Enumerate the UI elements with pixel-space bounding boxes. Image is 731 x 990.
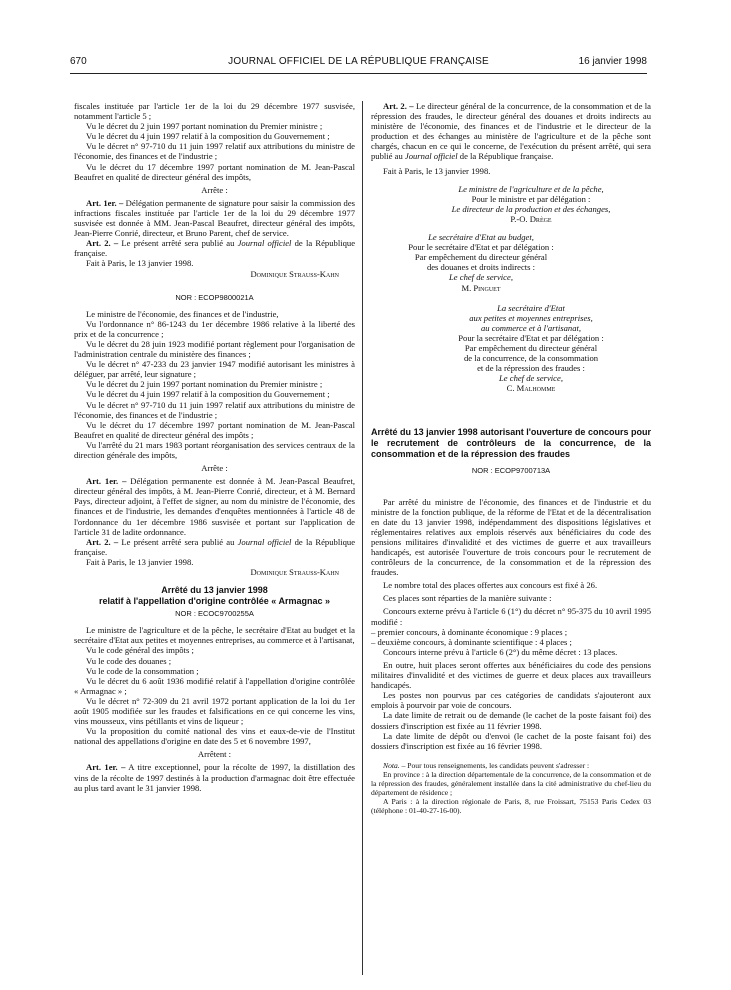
decree-heading: Arrêté du 13 janvier 1998 [161,585,268,596]
nota-line: A Paris : à la direction régionale de Paris, 8, rue Froissart, 75153 Paris Cedex 03 (téléphone : 01-40-27-16-00). [371,796,651,815]
signature-line: Le directeur de la production et des échanges, [451,203,611,214]
page-number: 670 [70,56,87,67]
paragraph: Vu le décret du 2 juin 1997 portant nomination du Premier ministre ; [86,379,323,390]
article-text: Délégation permanente de signature pour saisir la commission des infractions fiscales instituée par l'article 1er de la loi du 29 décembre 1977 susvisée est donnée à MM. Jean-Pascal Beaufret, directeur général des impôts, Jean-Pierre Conrié, directeur, et Bruno Parent, chef de service. [74,197,355,239]
signature-line: des douanes et droits indirects : [426,262,536,273]
paragraph: Vu l'arrêté du 21 mars 1983 portant réorganisation des services centraux de la direction générale des impôts, [74,439,355,460]
nota-label: Nota. [383,760,400,770]
signature-line: Par empêchement du directeur général [414,252,548,263]
paragraph: Vu le code de la consommation ; [86,665,199,676]
paragraph: Le ministre de l'agriculture et de la pêche, le secrétaire d'Etat au budget et la secrétaire d'Etat aux petites et moyennes entreprises, au commerce et à l'artisanat, [74,625,355,646]
right-column [371,101,651,815]
paragraph: Vu l'ordonnance n° 86-1243 du 1er décembre 1986 relative à la liberté des prix et de la concurrence ; [74,318,355,339]
paragraph: Vu le décret du 2 juin 1997 portant nomination du Premier ministre ; [86,121,323,132]
paragraph: Les postes non pourvus par ces catégories de candidats s'ajouteront aux emplois à pourvoir par voie de concours. [371,690,651,711]
paragraph: Vu le décret du 17 décembre 1997 portant nomination de M. Jean-Pascal Beaufret en qualité de directeur général des impôts ; [74,419,355,440]
paragraph: Par arrêté du ministre de l'économie, des finances et de l'industrie et du ministre de la fonction publique, de la réforme de l'Etat et de la décentralisation en date du 13 janvier 1998, indépendamment des dispositions législatives et réglementaires relatives aux emplois réservés aux bénéficiaires du code des pensions militaires d'invalidité et des victimes de guerre et aux travailleurs handicapés, est autorisée l'ouverture de trois concours pour le recrutement de contrôleurs de la concurrence, de la consommation et de la répression des fraudes. [371,496,651,578]
article-text: Le présent arrêté sera publié au [118,238,238,249]
nor-reference: NOR : ECOP9800021A [175,292,254,302]
paragraph: La date limite de dépôt ou d'envoi (le cachet de la poste faisant foi) des dossiers d'inscription est fixée au 16 février 1998. [371,730,651,751]
signature-name: C. Malhomme [506,383,556,394]
paragraph: Vu la proposition du comité national des vins et eaux-de-vie de l'Institut national des appellations d'origine en date des 5 et 6 novembre 1997, [74,726,355,747]
signing-place-date: Fait à Paris, le 13 janvier 1998. [86,258,194,269]
article-label: Art. 2. – [86,536,119,547]
article-text: Le présent arrêté sera publié au [118,536,238,547]
signature-line: au commerce et à l'artisanat, [480,322,582,333]
article-label: Art. 1er. – [86,476,127,487]
nota-line [371,761,651,770]
signature-line: Pour la secrétaire d'Etat et par délégation : [458,332,604,343]
nota-block [371,761,651,815]
nota-line: En province : à la direction départementale de la concurrence, de la consommation et de la répression des fraudes, généralement installée dans la cité administrative du chef-lieu du département de résidence ; [371,769,651,797]
list-item: – premier concours, à dominante économique : 9 places ; [371,626,568,637]
article [74,762,355,792]
signature-name: M. Pinguet [461,282,501,293]
signature-line: Le secrétaire d'Etat au budget, [428,232,534,243]
list-item: – deuxième concours, à dominante scientifique : 4 places ; [371,636,572,647]
column-separator [362,101,363,975]
paragraph: Le nombre total des places offertes aux concours est fixé à 26. [383,580,598,591]
signature-line: Le chef de service, [449,272,513,283]
paragraph: Vu le décret du 4 juin 1997 relatif à la composition du Gouvernement ; [86,131,330,142]
article-text: de la République française. [74,238,356,259]
signature-line: Pour le secrétaire d'Etat et par délégation : [408,242,554,253]
decree-heading: Arrêté du 13 janvier 1998 autorisant l'ouverture de concours pour le recrutement de contrôleurs de la concurrence, de la consommation et de la répression des fraudes [371,427,651,460]
paragraph: Ces places sont réparties de la manière suivante : [383,593,552,604]
left-column [74,101,355,793]
article-text: Le directeur général de la concurrence, de la consommation et de la répression des fraudes, le directeur général des douanes et droits indirects au ministère de l'économie, des finances et de l'industrie et le directeur de la production et des échanges au ministère de l'agriculture et de la pêche sont chargés, chacun en ce qui le concerne, de l'exécution du présent arrêté, qui sera publié au [371,101,651,162]
paragraph: Vu le décret du 4 juin 1997 relatif à la composition du Gouvernement ; [86,389,330,400]
header-rule [70,73,647,74]
nor-reference: NOR : ECOC9700255A [175,609,254,619]
arrete-word: Arrête : [201,463,228,474]
paragraph: Concours externe prévu à l'article 6 (1°) du décret n° 95-375 du 10 avril 1995 modifié : [371,606,651,627]
paragraph: fiscales instituée par l'article 1er de la loi du 29 décembre 1977 susvisée, notamment l'article 5 ; [74,101,355,122]
article-text: de la République française. [457,151,554,162]
journal-reference: Journal officiel [237,536,292,547]
signature-line: aux petites et moyennes entreprises, [469,312,593,323]
arrete-word: Arrête : [201,184,228,195]
article [74,537,355,557]
article-label: Art. 2. – [383,101,414,111]
paragraph: Concours interne prévu à l'article 6 (2°) du même décret : 13 places. [383,646,618,657]
signing-place-date: Fait à Paris, le 13 janvier 1998. [86,556,194,567]
signature-name: P.-O. Drège [510,213,552,224]
signature-line: Le ministre de l'agriculture et de la pêche, [458,183,604,194]
issue-date: 16 janvier 1998 [578,56,647,67]
journal-reference: Journal officiel [237,238,292,249]
article [371,101,651,162]
signature-line: Pour le ministre et par délégation : [471,193,591,204]
article-text: de la République française. [74,536,356,557]
signatory: Dominique Strauss-Kahn [250,268,339,279]
paragraph: Vu le code des douanes ; [86,655,172,666]
paragraph: Vu le décret n° 47-233 du 23 janvier 1947 modifié autorisant les ministres à déléguer, par arrêté, leur signature ; [74,359,355,380]
paragraph: Vu le décret n° 97-710 du 11 juin 1997 relatif aux attributions du ministre de l'économie, des finances et de l'industrie ; [74,399,355,420]
nota-text: – Pour tous renseignements, les candidats peuvent s'adresser : [399,760,590,770]
journal-reference: Journal officiel [404,151,458,162]
signature-line: et de la répression des fraudes : [477,363,585,374]
article-label: Art. 1er. – [86,762,126,773]
paragraph: Vu le décret du 17 décembre 1997 portant nomination de M. Jean-Pascal Beaufret en qualité de directeur général des impôts, [74,161,355,182]
article-label: Art. 2. – [86,238,119,249]
article [74,198,355,238]
paragraph: Vu le décret du 6 août 1936 modifié relatif à l'appellation d'origine contrôlée « Armagnac » ; [74,675,355,696]
article-text: Délégation permanente est donnée à M. Jean-Pascal Beaufret, directeur général des impôts, à M. Jean-Pierre Conrié, directeur, et à M. Bernard Pays, directeur adjoint, à l'effet de signer, au nom du ministre de l'économie, des finances et de l'industrie, les demandes d'enquêtes mentionnées à l'article 48 de l'ordonnance du 1er décembre 1986 susvisée et portant sur l'application de l'article 31 de ladite ordonnance. [74,476,355,537]
nor-reference: NOR : ECOP9700713A [471,466,551,476]
article [74,238,355,258]
signing-place-date: Fait à Paris, le 13 janvier 1998. [383,165,491,176]
article-text: A titre exceptionnel, pour la récolte de 1997, la distillation des vins de la récolte de 1997 destinés à la production d'armagnac doit être effectuée au plus tard avant le 31 janvier 1998. [74,762,355,793]
page-header [70,56,647,72]
paragraph: Vu le code général des impôts ; [86,645,194,656]
signature-block [371,303,651,394]
paragraph: Le ministre de l'économie, des finances et de l'industrie, [86,308,279,319]
arrete-word: Arrêtent : [197,749,232,760]
signature-line: Par empêchement du directeur général [464,342,598,353]
signature-line: La secrétaire d'Etat [497,302,565,313]
signature-line: Le chef de service, [499,373,563,384]
signatory: Dominique Strauss-Kahn [250,567,339,578]
article-label: Art. 1er. – [86,197,124,208]
paragraph: En outre, huit places seront offertes aux bénéficiaires du code des pensions militaires d'invalidité et des victimes de guerre et deux places aux travailleurs handicapés. [371,659,651,691]
signature-line: de la concurrence, de la consommation [463,353,599,364]
signature-block [371,184,651,224]
paragraph: Vu le décret n° 72-309 du 21 avril 1972 portant application de la loi du 1er août 1905 modifiée sur les fraudes et falsifications en ce qui concerne les vins, vins mousseux, vins pétillants et vins de liqueur ; [74,695,355,727]
article [74,476,355,537]
signature-block [371,232,651,293]
journal-title: JOURNAL OFFICIEL DE LA RÉPUBLIQUE FRANÇAISE [228,56,489,67]
paragraph: Vu le décret n° 97-710 du 11 juin 1997 relatif aux attributions du ministre de l'économie, des finances et de l'industrie ; [74,141,355,162]
paragraph: Vu le décret du 28 juin 1923 modifié portant règlement pour l'organisation de l'administration centrale du ministère des finances ; [74,338,355,360]
paragraph: La date limite de retrait ou de demande (le cachet de la poste faisant foi) des dossiers d'inscription est fixée au 11 février 1998. [371,710,651,731]
decree-heading: relatif à l'appellation d'origine contrôlée « Armagnac » [98,596,330,607]
